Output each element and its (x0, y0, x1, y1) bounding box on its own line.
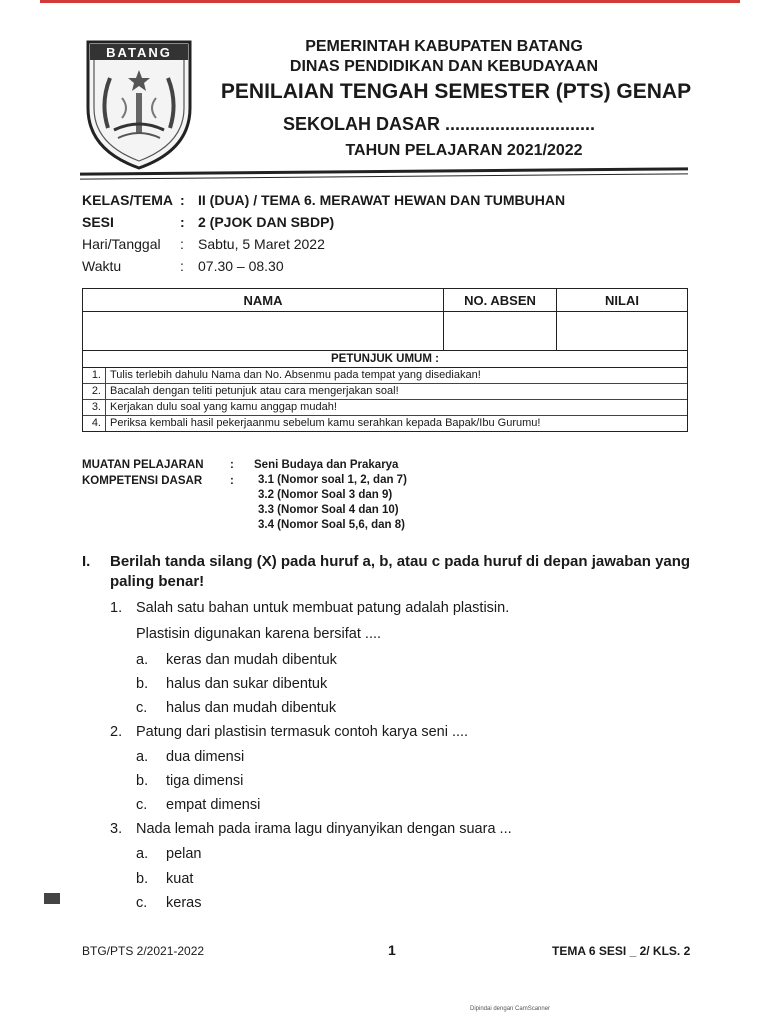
question-text: Patung dari plastisin termasuk contoh karya seni .... (136, 724, 469, 740)
instruction-item (83, 368, 687, 384)
info-value: Sabtu, 5 Maret 2022 (198, 236, 325, 252)
answer-option[interactable] (136, 895, 201, 911)
option-text: dua dimensi (166, 749, 245, 765)
question-1 (110, 600, 509, 616)
section-text: Berilah tanda silang (X) pada huruf a, b, atau c pada huruf di depan jawaban yang paling benar! (110, 553, 691, 590)
logo-text: BATANG (106, 45, 172, 60)
answer-option[interactable] (136, 749, 244, 765)
general-instructions-box (82, 350, 688, 432)
answer-option[interactable] (136, 700, 336, 716)
info-value: II (DUA) / TEMA 6. MERAWAT HEWAN DAN TUMBUHAN (198, 192, 566, 208)
answer-option[interactable] (136, 652, 337, 668)
info-row-kelas (82, 192, 565, 208)
info-value: 2 (PJOK DAN SBDP) (198, 214, 335, 230)
option-letter: b. (136, 676, 149, 692)
info-separator: : (180, 192, 185, 208)
competency-item: 3.1 (Nomor soal 1, 2, dan 7) (258, 474, 407, 486)
option-letter: a. (136, 652, 149, 668)
competency-item: 3.3 (Nomor Soal 4 dan 10) (258, 504, 399, 516)
info-separator: : (180, 236, 184, 252)
question-number: 2. (110, 724, 123, 740)
option-letter: c. (136, 797, 148, 813)
question-number: 1. (110, 600, 123, 616)
competency-row (82, 475, 254, 487)
subject-separator: : (230, 459, 234, 471)
instruction-item (83, 400, 687, 416)
nilai-field[interactable] (557, 312, 688, 351)
info-label: SESI (82, 214, 114, 230)
competency-item: 3.4 (Nomor Soal 5,6, dan 8) (258, 519, 405, 531)
question-text-continued: Plastisin digunakan karena bersifat .... (136, 626, 382, 642)
competency-separator: : (230, 475, 234, 487)
subject-value: Seni Budaya dan Prakarya (254, 459, 399, 471)
header-line-2: DINAS PENDIDIKAN DAN KEBUDAYAAN (289, 58, 599, 75)
subject-row (82, 459, 398, 471)
info-separator: : (180, 258, 184, 274)
instruction-number: 2. (83, 384, 106, 399)
option-text: keras (166, 895, 202, 911)
option-letter: a. (136, 749, 149, 765)
question-3 (110, 821, 512, 837)
option-text: halus dan sukar dibentuk (166, 676, 328, 692)
section-number: I. (82, 553, 91, 570)
nama-field[interactable] (83, 312, 444, 351)
answer-option[interactable] (136, 676, 327, 692)
top-edge-line (40, 0, 740, 3)
option-text: pelan (166, 846, 202, 862)
option-text: keras dan mudah dibentuk (166, 652, 337, 668)
info-label: KELAS/TEMA (82, 192, 173, 208)
info-row-hari (82, 236, 325, 252)
nama-header: NAMA (83, 289, 444, 312)
info-label: Hari/Tanggal (82, 236, 161, 252)
scanner-note: Dipindai dengan CamScanner (470, 1006, 551, 1012)
instruction-number: 3. (83, 400, 106, 415)
option-text: tiga dimensi (166, 773, 244, 789)
info-row-sesi (82, 214, 334, 230)
no-absen-header: NO. ABSEN (444, 289, 557, 312)
info-row-waktu (82, 258, 284, 274)
instructions-title: PETUNJUK UMUM : (83, 351, 687, 368)
instruction-text: Tulis terlebih dahulu Nama dan No. Absenmu pada tempat yang disediakan! (110, 369, 481, 381)
school-line: SEKOLAH DASAR .............................. (282, 114, 596, 134)
subject-label: MUATAN PELAJARAN (82, 459, 204, 471)
option-letter: a. (136, 846, 149, 862)
question-2 (110, 724, 468, 740)
info-value: 07.30 – 08.30 (198, 258, 284, 274)
instruction-text: Bacalah dengan teliti petunjuk atau cara mengerjakan soal! (110, 385, 399, 397)
identity-table (82, 288, 688, 351)
question-text: Nada lemah pada irama lagu dinyanyikan dengan suara ... (136, 821, 512, 837)
page-number: 1 (388, 942, 396, 958)
question-text: Salah satu bahan untuk membuat patung adalah plastisin. (136, 600, 510, 616)
option-letter: b. (136, 773, 149, 789)
exam-title: PENILAIAN TENGAH SEMESTER (PTS) GENAP (220, 80, 692, 103)
competency-label: KOMPETENSI DASAR (82, 475, 203, 487)
info-separator: : (180, 214, 185, 230)
footer-code: BTG/PTS 2/2021-2022 (82, 944, 205, 958)
option-letter: b. (136, 871, 149, 887)
option-text: empat dimensi (166, 797, 261, 813)
option-text: kuat (166, 871, 194, 887)
instruction-number: 4. (83, 416, 106, 431)
answer-option[interactable] (136, 871, 193, 887)
competency-item: 3.2 (Nomor Soal 3 dan 9) (258, 489, 393, 501)
instruction-text: Kerjakan dulu soal yang kamu anggap mudah! (110, 401, 337, 413)
instruction-text: Periksa kembali hasil pekerjaanmu sebelum kamu serahkan kepada Bapak/Ibu Gurumu! (110, 417, 541, 429)
no-absen-field[interactable] (444, 312, 557, 351)
question-number: 3. (110, 821, 123, 837)
option-letter: c. (136, 700, 148, 716)
instruction-number: 1. (83, 368, 106, 383)
footer-theme: TEMA 6 SESI _ 2/ KLS. 2 (552, 944, 691, 958)
option-text: halus dan mudah dibentuk (166, 700, 337, 716)
answer-option[interactable] (136, 797, 260, 813)
scan-mark (44, 893, 60, 904)
academic-year: TAHUN PELAJARAN 2021/2022 (345, 142, 583, 159)
answer-option[interactable] (136, 773, 243, 789)
info-label: Waktu (82, 258, 122, 274)
answer-option[interactable] (136, 846, 201, 862)
instruction-item (83, 416, 687, 431)
nilai-header: NILAI (557, 289, 688, 312)
header-line-1: PEMERINTAH KABUPATEN BATANG (305, 38, 583, 55)
option-letter: c. (136, 895, 148, 911)
instruction-item (83, 384, 687, 400)
